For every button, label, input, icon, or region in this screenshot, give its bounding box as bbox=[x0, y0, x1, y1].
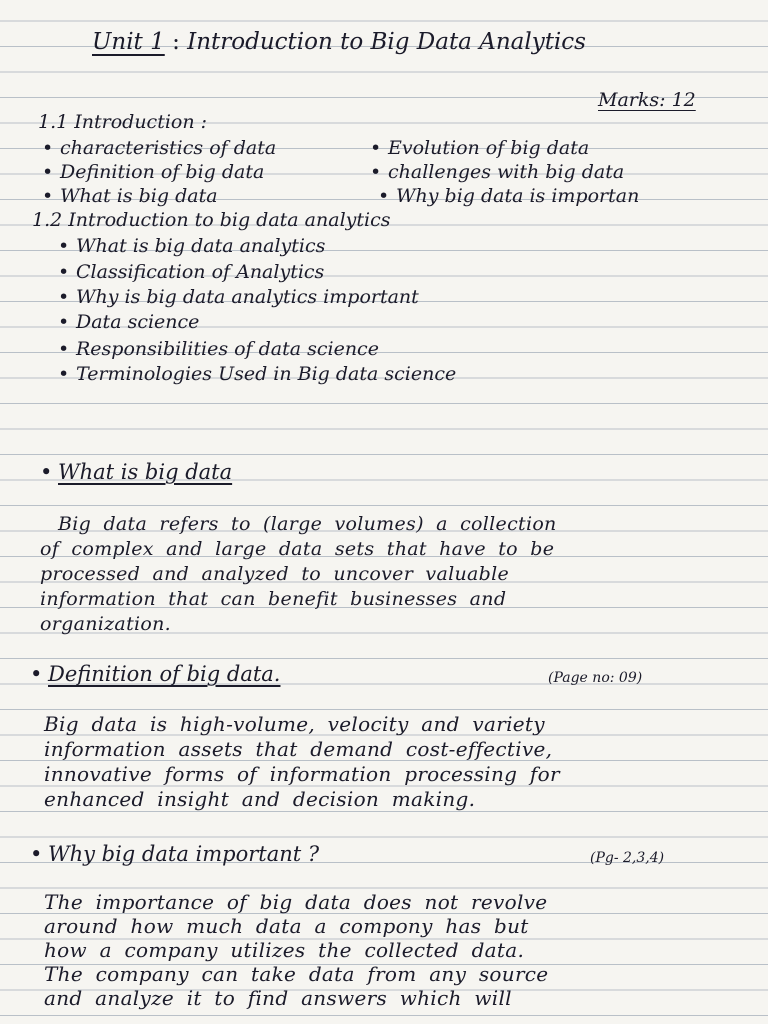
section-1-1-left-item-2: • What is big data bbox=[42, 185, 218, 207]
title-text: Introduction to Big Data Analytics bbox=[187, 29, 586, 55]
section-1-2-item-3: • Data science bbox=[58, 311, 200, 333]
definition-heading: • Definition of big data. bbox=[30, 662, 281, 686]
paragraph-line: The importance of big data does not revolve bbox=[44, 890, 548, 914]
section-1-2-item-1: • Classification of Analytics bbox=[58, 261, 325, 283]
section-1-1-right-item-2: • Why big data is importan bbox=[378, 185, 640, 207]
bullet-icon: • bbox=[370, 161, 382, 183]
paragraph-line: of complex and large data sets that have to be bbox=[40, 538, 555, 560]
section-1-2-item-0: • What is big data analytics bbox=[58, 235, 326, 257]
paragraph-line: information that can benefit businesses and bbox=[40, 588, 507, 610]
why-important-paragraph bbox=[44, 890, 764, 1010]
section-1-1-left-item-0: • characteristics of data bbox=[42, 137, 277, 159]
paragraph-line: Big data is high-volume, velocity and variety bbox=[44, 712, 545, 736]
what-is-heading: • What is big data bbox=[40, 460, 233, 484]
bullet-icon: • bbox=[42, 137, 54, 159]
bullet-icon: • bbox=[58, 338, 70, 360]
bullet-icon: • bbox=[58, 235, 70, 257]
bullet-icon: • bbox=[58, 363, 70, 385]
section-1-1-left-item-1: • Definition of big data bbox=[42, 161, 265, 183]
why-important-page-ref: (Pg- 2,3,4) bbox=[590, 850, 665, 866]
definition-page-ref: (Page no: 09) bbox=[548, 670, 643, 686]
why-important-heading: • Why big data important ? bbox=[30, 842, 320, 866]
paragraph-line: enhanced insight and decision making. bbox=[44, 787, 476, 811]
bullet-icon: • bbox=[378, 185, 390, 207]
bullet-icon: • bbox=[42, 185, 54, 207]
bullet-icon: • bbox=[30, 662, 43, 686]
section-1-1-right-item-0: • Evolution of big data bbox=[370, 137, 590, 159]
definition-paragraph bbox=[44, 712, 764, 812]
section-1-2-item-4: • Responsibilities of data science bbox=[58, 338, 379, 360]
bullet-icon: • bbox=[42, 161, 54, 183]
paragraph-line: information assets that demand cost-effective, bbox=[44, 737, 553, 761]
section-1-2-item-5: • Terminologies Used in Big data science bbox=[58, 363, 457, 385]
page-title: Unit 1 : Introduction to Big Data Analytics bbox=[92, 29, 586, 55]
bullet-icon: • bbox=[40, 460, 53, 484]
bullet-icon: • bbox=[58, 311, 70, 333]
unit-label: Unit 1 bbox=[92, 29, 165, 55]
bullet-icon: • bbox=[58, 286, 70, 308]
paragraph-line: innovative forms of information processing for bbox=[44, 762, 560, 786]
bullet-icon: • bbox=[58, 261, 70, 283]
paragraph-line: how a company utilizes the collected data. bbox=[44, 938, 525, 962]
bullet-icon: • bbox=[370, 137, 382, 159]
what-is-paragraph bbox=[40, 512, 760, 637]
paragraph-line: Big data refers to (large volumes) a collection bbox=[58, 513, 557, 535]
paragraph-line: around how much data a compony has but bbox=[44, 914, 529, 938]
paragraph-line: and analyze it to find answers which will bbox=[44, 986, 512, 1010]
section-1-2-heading: 1.2 Introduction to big data analytics bbox=[32, 209, 391, 231]
section-1-2-item-2: • Why is big data analytics important bbox=[58, 286, 419, 308]
paragraph-line: processed and analyzed to uncover valuable bbox=[40, 563, 509, 585]
marks-label: Marks: 12 bbox=[598, 89, 696, 111]
bullet-icon: • bbox=[30, 842, 43, 866]
section-1-1-right-item-1: • challenges with big data bbox=[370, 161, 625, 183]
paragraph-line: organization. bbox=[40, 613, 171, 635]
section-1-1-heading: 1.1 Introduction : bbox=[38, 111, 208, 133]
paragraph-line: The company can take data from any source bbox=[44, 962, 549, 986]
